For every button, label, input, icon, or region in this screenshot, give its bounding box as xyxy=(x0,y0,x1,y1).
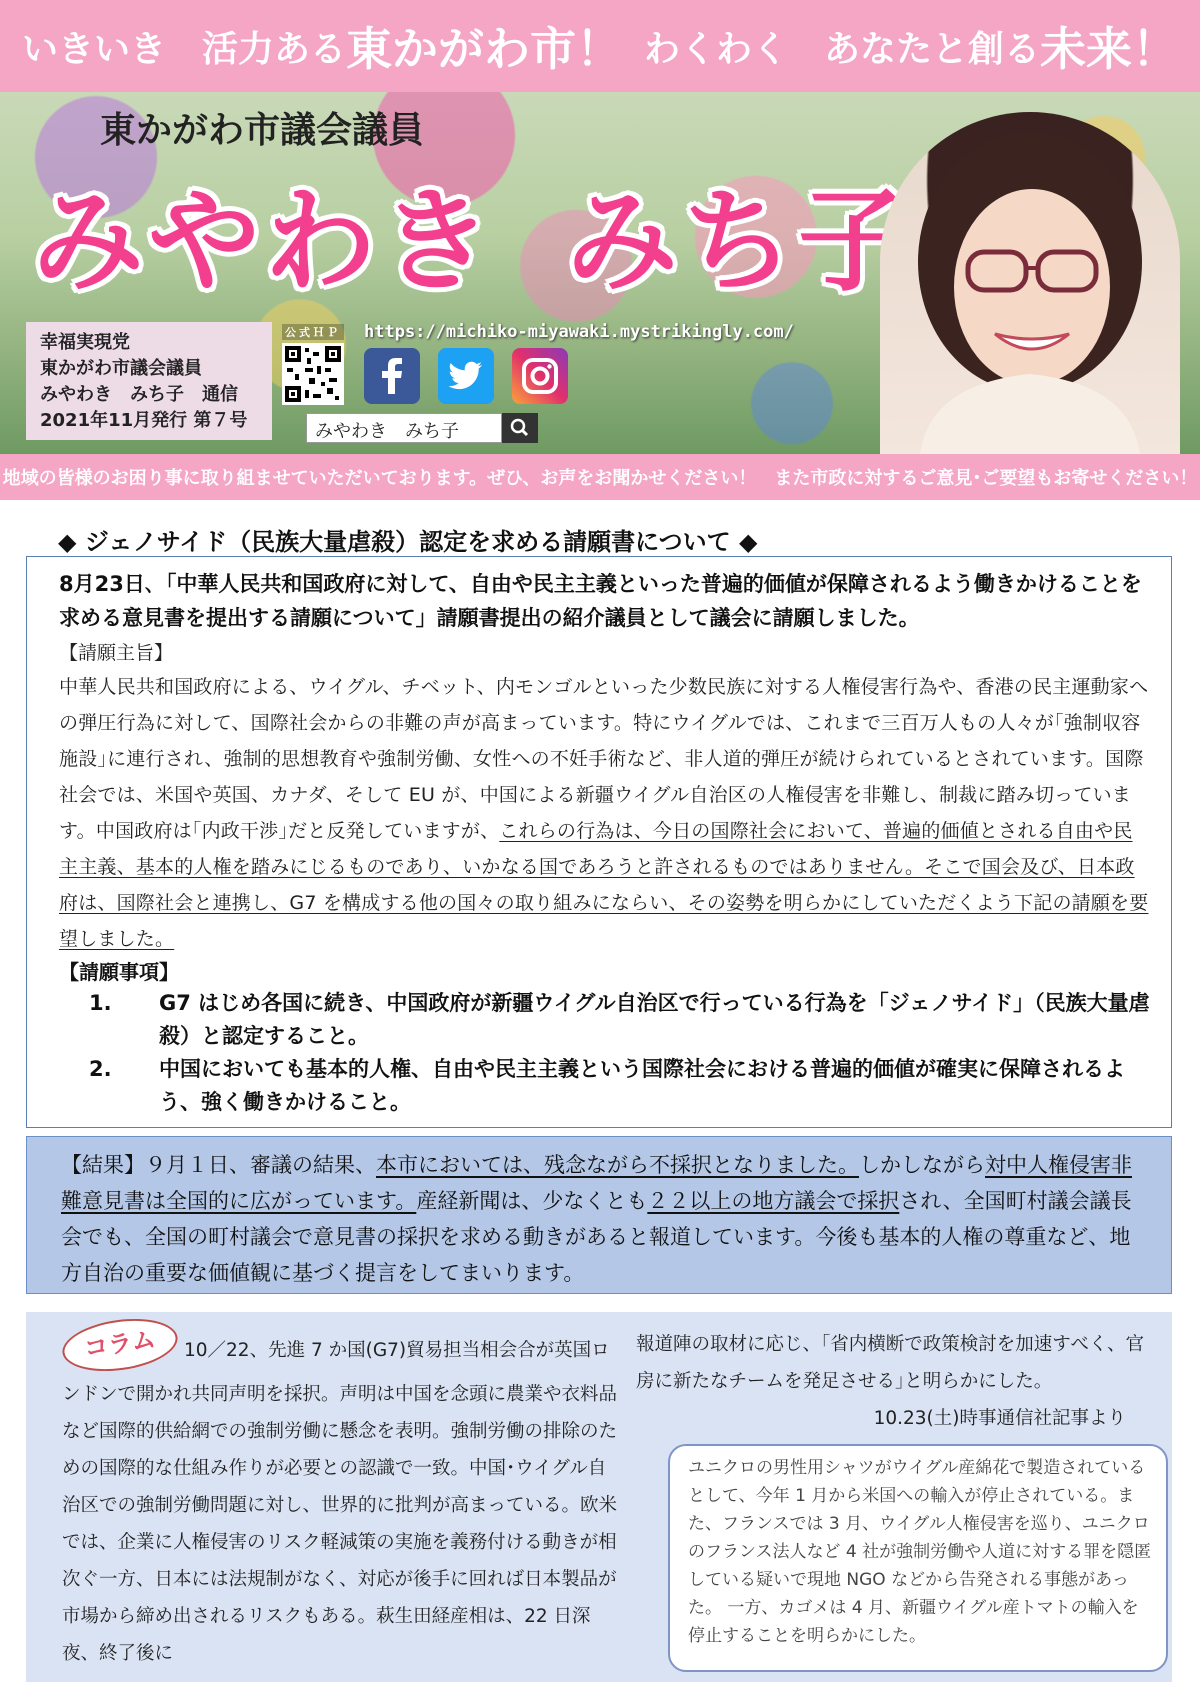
section-heading: ◆ ジェノサイド（民族大量虐殺）認定を求める請願書について ◆ xyxy=(58,528,758,556)
items-tag: 【請願事項】 xyxy=(59,960,179,984)
column-right-text xyxy=(636,1326,1156,1437)
name-first: みやわき xyxy=(32,177,496,307)
twitter-icon[interactable] xyxy=(438,348,494,404)
slogan-part-2: 東かがわ市！ xyxy=(346,22,622,76)
newsletter-info-box xyxy=(26,322,272,440)
purpose-underlined: これらの行為は、今日の国際社会において、普遍的価値とされる自由や民主主義、基本的人権を踏みにじるものであり、いかなる国であろうと許されるものではありません。そこで国会及び、日本政府は、国際社会と連携し、G7 を構成する他の国々の取り組みにならい、その姿勢を明らかにしていただくよう下記の請願を要望しました。 xyxy=(59,820,1149,950)
petition-item xyxy=(89,987,1151,1053)
result-text: しかしながら xyxy=(859,1153,985,1177)
hero-title: 東かがわ市議会議員 xyxy=(100,110,425,151)
purpose-text xyxy=(59,669,1151,957)
column-body: 10／22、先進 7 か国(G7)貿易担当相会合が英国ロンドンで開かれ共同声明を採択。声明は中国を念頭に農業や衣料品など国際的供給網での強制労働に懸念を表明。強制労働の排除のための国際的な仕組み作りが必要との認識で一致。中国･ウイグル自治区での強制労働問題に対し、世界的に批判が高まっている。欧米では、企業に人権侵害のリスク軽減策の実施を義務付ける動きが相次ぐ一方、日本には法規制がなく、対応が後手に回れば日本製品が市場から締め出されるリスクもある。萩生田経産相は、22 日深夜、終了後に xyxy=(62,1340,618,1664)
column-body-continued: 報道陣の取材に応じ、｢省内横断で政策検討を加速すべく、官房に新たなチームを発足させる｣と明らかにした。 xyxy=(636,1334,1145,1392)
candidate-name xyxy=(32,152,914,313)
item-text: G7 はじめ各国に続き、中国政府が新疆ウイグル自治区で行っている行為を「ジェノサイド」（民族大量虐殺）と認定すること。 xyxy=(159,991,1150,1048)
column-source: 10.23(土)時事通信社記事より xyxy=(873,1408,1126,1429)
result-tail: され、全国町村議会議長会でも、全国の町村議会で意見書の採択を求める動きがあると報道しています。今後も基本的人権の尊重など、地方自治の重要な価値観に基づく提言をしてまいります。 xyxy=(61,1189,1132,1285)
purpose-body: 中華人民共和国政府による、ウイグル、チベット、内モンゴルといった少数民族に対する人権侵害行為や、香港の民主運動家への弾圧行為に対して、国際社会からの非難の声が高まっています。特にウイグルでは、これまで三百万人もの人々が｢強制収容施設｣に連行され、強制的思想教育や強制労働、女性への不妊手術など、非人道的弾圧が続けられているとされています。国際社会では、米国や英国、カナダ、そして EU が、中国による新疆ウイグル自治区の人権侵害を非難し、制裁に踏み切っています。中国政府は｢内政干渉｣だと反発していますが、 xyxy=(59,676,1149,842)
item-number: 1. xyxy=(89,991,112,1015)
slogan-part-4: 未来！ xyxy=(1040,22,1179,76)
column-left-text xyxy=(62,1326,622,1672)
info-line: みやわき みち子 通信 xyxy=(40,384,238,405)
issue-date: 2021年11月発行 第７号 xyxy=(40,410,248,431)
column-quote-box: ユニクロの男性用シャツがウイグル産綿花で製造されているとして、今年 1 月から米国への輸入が停止されている。また、フランスでは 3 月、ウイグル人権侵害を巡り、ユニクロのフランス法人など 4 社が強制労働や人道に対する罪を隠匿している疑いで現地 NGO などから告発される事態があった。 一方、カゴメは 4 月、新疆ウイグル産トマトの輸入を停止することを明らかにした。 xyxy=(668,1444,1168,1672)
petition-item xyxy=(89,1053,1151,1119)
homepage-url[interactable]: https://michiko-miyawaki.mystrikingly.com/ xyxy=(364,322,794,342)
info-line: 幸福実現党 xyxy=(40,332,130,353)
instagram-icon[interactable] xyxy=(512,348,568,404)
candidate-portrait xyxy=(880,112,1180,454)
qr-code-icon xyxy=(282,343,344,405)
search-input[interactable]: みやわき みち子 xyxy=(306,413,502,443)
item-text: 中国においても基本的人権、自由や民主主義という国際社会における普遍的価値が確実に保障されるよう、強く働きかけること。 xyxy=(159,1057,1125,1114)
sub-banner: 地域の皆様のお困り事に取り組ませていただいております。ぜひ、お声をお聞かせください！ また市政に対するご意見･ご要望もお寄せください！ xyxy=(0,454,1200,500)
facebook-icon[interactable] xyxy=(364,348,420,404)
search-icon[interactable] xyxy=(502,413,538,443)
slogan-part-1: いきいき 活力ある xyxy=(21,28,346,70)
result-text: 産経新聞は、少なくとも xyxy=(416,1189,648,1213)
purpose-tag: 【請願主旨】 xyxy=(59,642,174,664)
petition-intro: 8月23日､「中華人民共和国政府に対して、自由や民主主義といった普遍的価値が保障されるよう働きかけることを求める意見書を提出する請願について」請願書提出の紹介議員として議会に請願しました。 xyxy=(59,572,1142,630)
top-slogan-banner xyxy=(0,0,1200,92)
column-badge: コラム xyxy=(59,1312,181,1378)
result-underlined-3: ２２以上の地方議会で採択 xyxy=(647,1189,900,1213)
slogan-part-3: わくわく あなたと創る xyxy=(644,28,1041,70)
petition-box xyxy=(26,556,1172,1128)
hero-section xyxy=(0,92,1200,454)
result-lead: 【結果】９月１日、審議の結果、 xyxy=(61,1153,376,1177)
result-underlined-1: 本市においては、残念ながら不採択となりました。 xyxy=(376,1153,859,1177)
item-number: 2. xyxy=(89,1057,112,1081)
result-underlined-2: 対中人権侵害非難意見書は全国的に広がっています。 xyxy=(61,1153,1132,1213)
qr-label: 公式ＨＰ xyxy=(282,324,344,340)
name-last: みち子 xyxy=(566,177,914,307)
qr-code-block[interactable] xyxy=(282,324,344,409)
result-box xyxy=(26,1136,1172,1294)
column-section xyxy=(26,1312,1172,1682)
info-line: 東かがわ市議会議員 xyxy=(40,358,202,379)
